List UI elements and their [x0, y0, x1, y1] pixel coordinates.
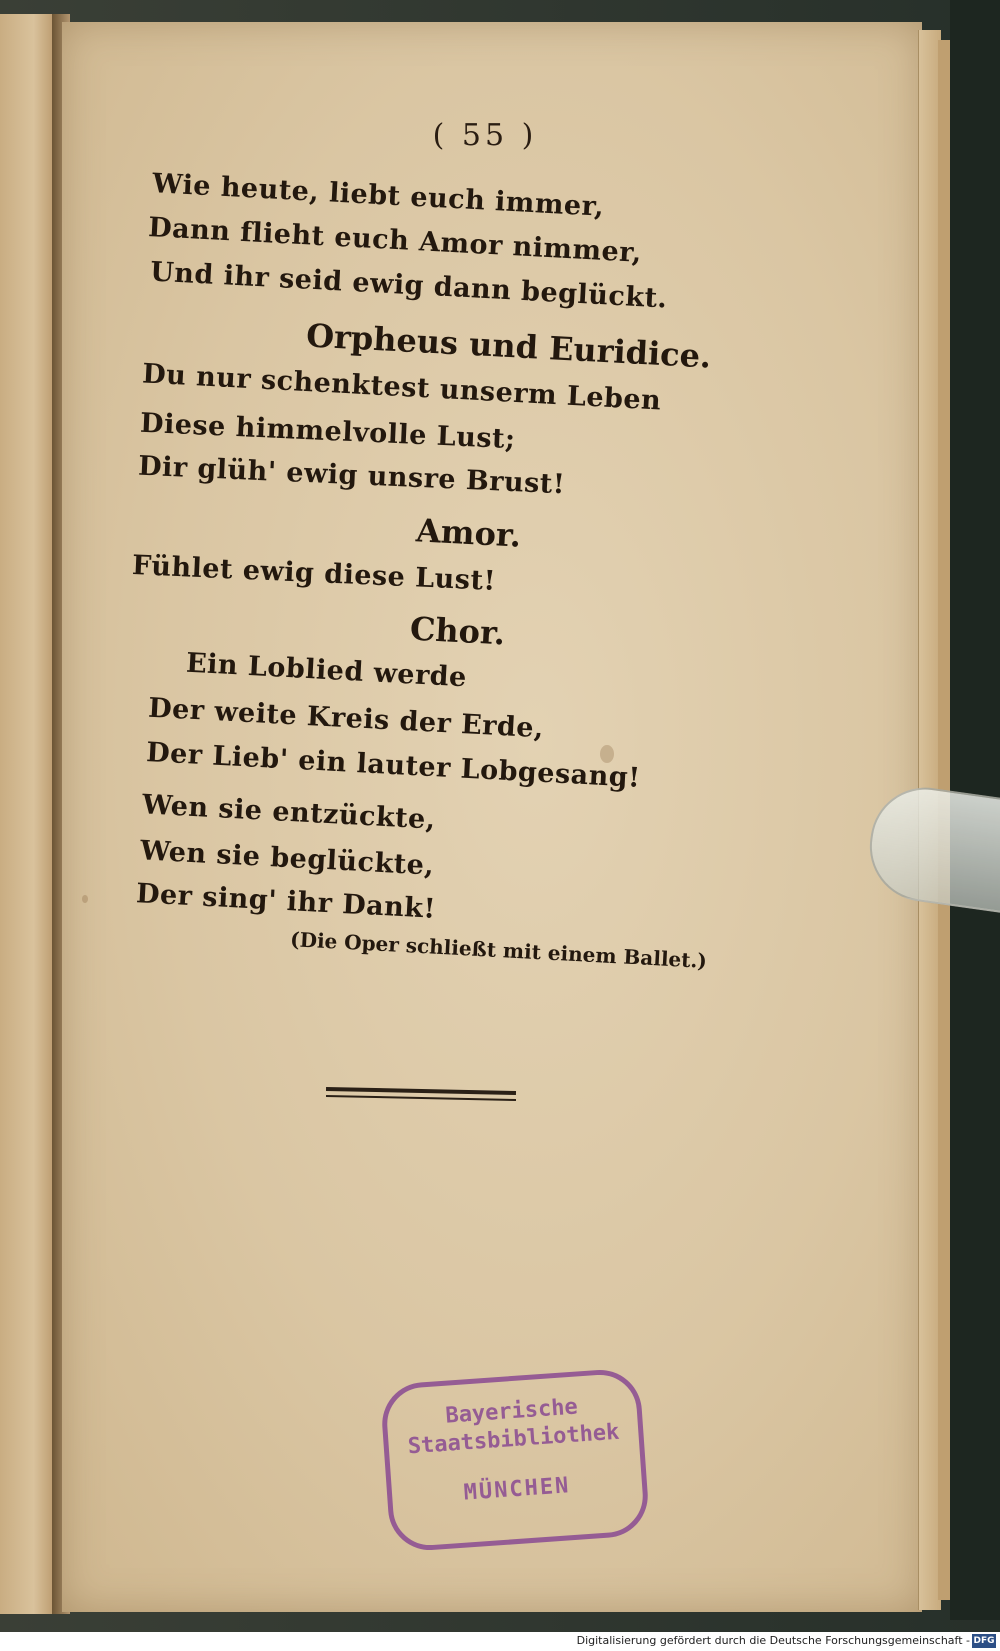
funding-attribution: Digitalisierung gefördert durch die Deutsche Forschungsgemeinschaft - — [576, 1634, 970, 1647]
paper-stain — [82, 895, 88, 903]
verse-line: Wen sie beglückte, — [139, 835, 436, 882]
verse-line: Der sing' ihr Dank! — [135, 878, 437, 925]
dfg-logo: DFG — [973, 1636, 995, 1646]
stamp-line: Staatsbibliothek — [406, 1419, 621, 1460]
verse-line: Du nur schenktest unserm Leben — [141, 358, 662, 417]
verse-line: Fühlet ewig diese Lust! — [131, 550, 497, 597]
verse-line: Dir glüh' ewig unsre Brust! — [137, 450, 566, 501]
speaker-heading: Amor. — [415, 511, 523, 555]
library-stamp — [379, 1367, 650, 1553]
verse-line: Und ihr seid ewig dann beglückt. — [149, 256, 669, 315]
page-number: ( 55 ) — [432, 118, 538, 153]
verse-line: Der Lieb' ein lauter Lobgesang! — [145, 737, 642, 794]
previous-page-edge — [0, 14, 59, 1614]
stamp-line: MÜNCHEN — [462, 1473, 572, 1506]
speaker-heading: Chor. — [409, 609, 507, 653]
stage-direction: (Die Oper schließt mit einem Ballet.) — [289, 927, 708, 973]
speaker-heading: Orpheus und Euridice. — [305, 316, 713, 376]
verse-line: Diese himmelvolle Lust; — [139, 407, 517, 456]
verse-line: Wen sie entzückte, — [141, 789, 437, 836]
verse-line: Der weite Kreis der Erde, — [147, 692, 545, 745]
stamp-line: Bayerische — [444, 1394, 579, 1429]
verse-line: Dann flieht euch Amor nimmer, — [147, 212, 643, 269]
verse-line: Wie heute, liebt euch immer, — [151, 168, 606, 223]
verse-line: Ein Loblied werde — [185, 647, 468, 694]
